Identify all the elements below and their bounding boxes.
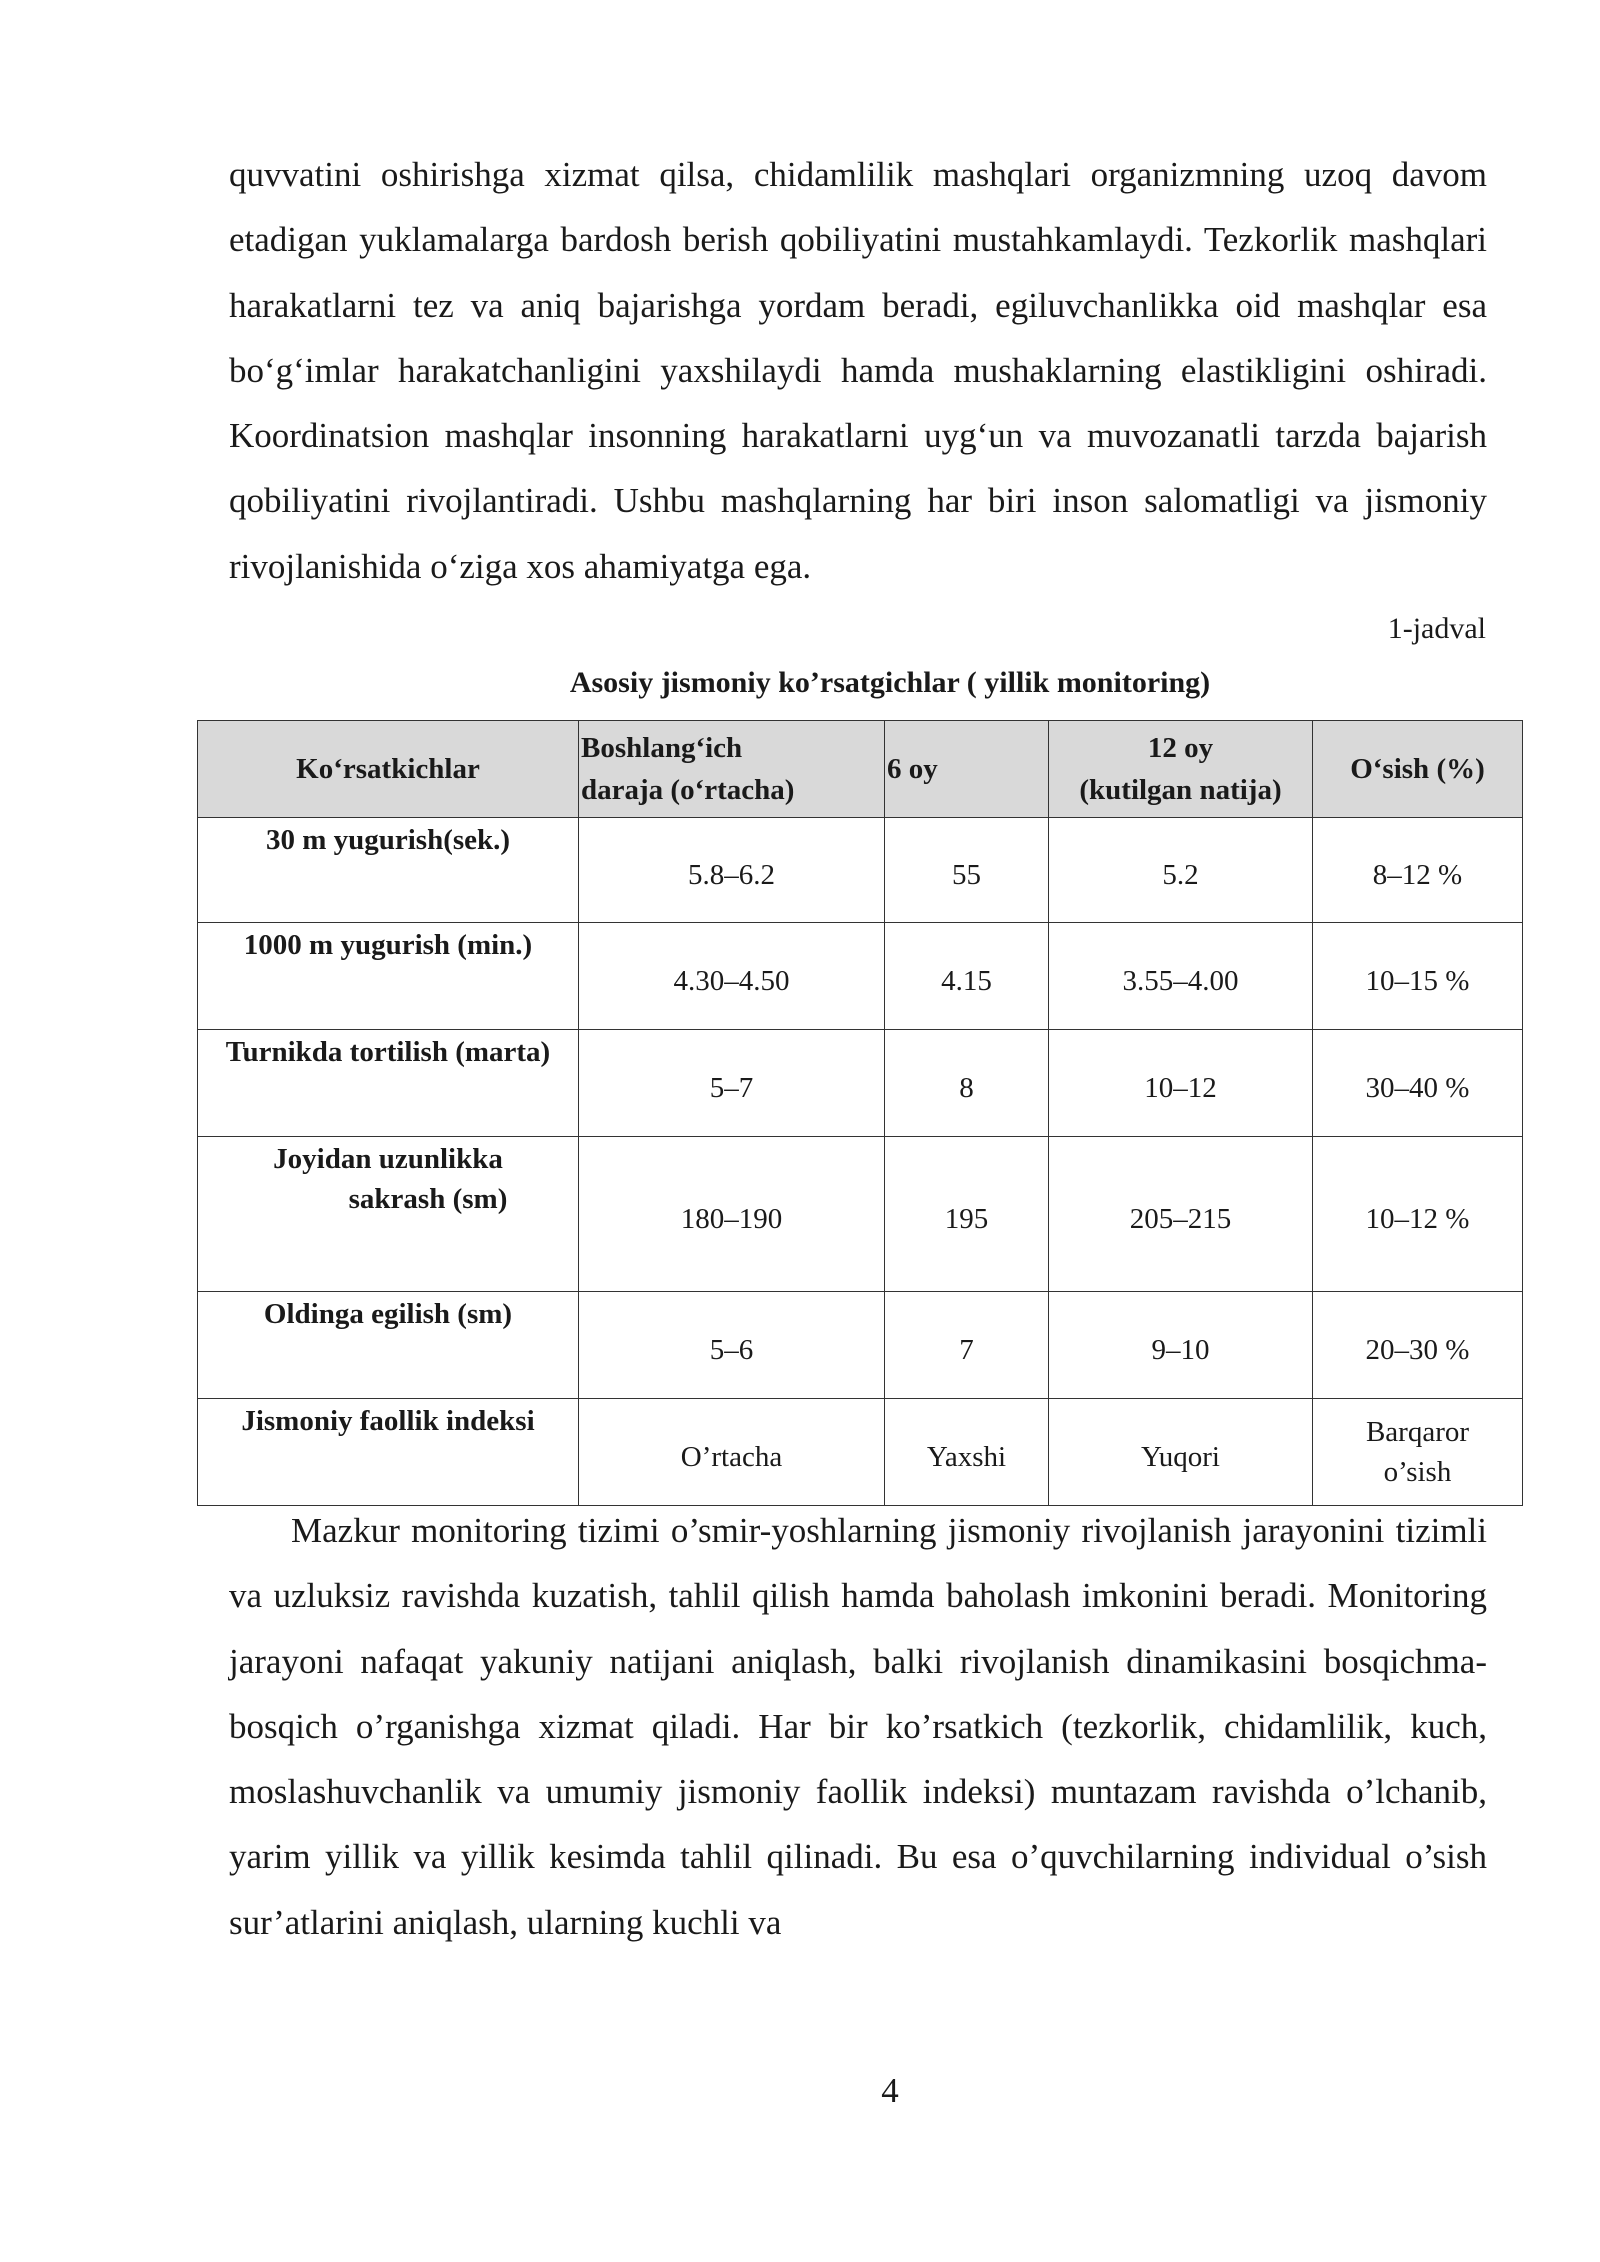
cell-six-months: 8 xyxy=(885,1030,1049,1137)
cell-six-months: Yaxshi xyxy=(885,1399,1049,1506)
table-title: Asosiy jismoniy ko’rsatgichlar ( yillik monitoring) xyxy=(569,666,1211,699)
row-indicator: 30 m yugurish(sek.) xyxy=(198,818,579,923)
header-growth: O‘sish (%) xyxy=(1313,721,1523,818)
row-indicator: Turnikda tortilish (marta) xyxy=(198,1030,579,1137)
header-twelve-months xyxy=(1049,721,1313,818)
table-row xyxy=(198,1137,1523,1292)
cell-growth xyxy=(1313,1399,1523,1506)
row-indicator: Oldinga egilish (sm) xyxy=(198,1292,579,1399)
cell-twelve-months: 3.55–4.00 xyxy=(1049,923,1313,1030)
cell-twelve-months: 205–215 xyxy=(1049,1137,1313,1292)
cell-twelve-months: 10–12 xyxy=(1049,1030,1313,1137)
cell-growth-line1: Barqaror xyxy=(1365,1416,1470,1448)
row-indicator: Jismoniy faollik indeksi xyxy=(198,1399,579,1506)
paragraph-monitoring: Mazkur monitoring tizimi o’smir-yoshlarning jismoniy rivojlanish jarayonini tizimli va uzluksiz ravishda kuzatish, tahlil qilish hamda baholash imkonini beradi. Monitoring jarayoni nafaqat yakuniy natijani aniqlash, balki rivojlanish dinamikasini bosqichma-bosqich o’rganishga xizmat qiladi. Har bir ko’rsatkich (tezkorlik, chidamlilik, kuch, moslashuvchanlik va umumiy jismoniy faollik indeksi) muntazam ravishda o’lchanib, yarim yillik va yillik kesimda tahlil qilinadi. Bu esa o’quvchilarning individual o’sish sur’atlarini aniqlash, ularning kuchli va xyxy=(229,1511,1487,1942)
table-row xyxy=(198,1399,1523,1506)
header-baseline xyxy=(579,721,885,818)
cell-growth: 20–30 % xyxy=(1313,1292,1523,1399)
paragraph-intro: quvvatini oshirishga xizmat qilsa, chidamlilik mashqlari organizmning uzoq davom etadigan yuklamalarga bardosh berish qobiliyatini mustahkamlaydi. Tezkorlik mashqlari harakatlarni tez va aniq bajarishga yordam beradi, egiluvchanlikka oid mashqlar esa bo‘g‘imlar harakatchanligini yaxshilaydi hamda mushaklarning elastikligini oshiradi. Koordinatsion mashqlar insonning harakatlarni uyg‘un va muvozanatli tarzda bajarish qobiliyatini rivojlantiradi. Ushbu mashqlarning har biri inson salomatligi va jismoniy rivojlanishida o‘ziga xos ahamiyatga ega. xyxy=(229,155,1487,586)
cell-six-months: 4.15 xyxy=(885,923,1049,1030)
monitoring-table xyxy=(197,720,1523,1506)
table-row xyxy=(198,923,1523,1030)
cell-growth: 10–12 % xyxy=(1313,1137,1523,1292)
table-header-row xyxy=(198,721,1523,818)
cell-growth: 10–15 % xyxy=(1313,923,1523,1030)
header-baseline-line1: Boshlang‘ich xyxy=(581,732,743,764)
cell-growth: 30–40 % xyxy=(1313,1030,1523,1137)
row-indicator: 1000 m yugurish (min.) xyxy=(198,923,579,1030)
row-indicator-line2: sakrash (sm) xyxy=(348,1183,508,1215)
cell-growth-line2: o’sish xyxy=(1383,1456,1452,1488)
cell-twelve-months: 9–10 xyxy=(1049,1292,1313,1399)
table-row xyxy=(198,818,1523,923)
cell-growth: 8–12 % xyxy=(1313,818,1523,923)
cell-six-months: 195 xyxy=(885,1137,1049,1292)
row-indicator xyxy=(198,1137,579,1292)
header-twelve-line1: 12 oy xyxy=(1147,732,1214,764)
table-row xyxy=(198,1292,1523,1399)
cell-baseline: 5–6 xyxy=(579,1292,885,1399)
table-row xyxy=(198,1030,1523,1137)
row-indicator-line1: Joyidan uzunlikka xyxy=(273,1143,503,1175)
cell-baseline: O’rtacha xyxy=(579,1399,885,1506)
cell-six-months: 55 xyxy=(885,818,1049,923)
table-number: 1-jadval xyxy=(1387,612,1486,645)
cell-baseline: 5.8–6.2 xyxy=(579,818,885,923)
cell-twelve-months: 5.2 xyxy=(1049,818,1313,923)
cell-twelve-months: Yuqori xyxy=(1049,1399,1313,1506)
cell-baseline: 180–190 xyxy=(579,1137,885,1292)
header-baseline-line2: daraja (o‘rtacha) xyxy=(581,774,795,806)
page-number: 4 xyxy=(881,2071,899,2110)
cell-baseline: 4.30–4.50 xyxy=(579,923,885,1030)
cell-baseline: 5–7 xyxy=(579,1030,885,1137)
header-twelve-line2: (kutilgan natija) xyxy=(1079,774,1282,806)
cell-six-months: 7 xyxy=(885,1292,1049,1399)
header-indicator: Ko‘rsatkichlar xyxy=(198,721,579,818)
header-six-months: 6 oy xyxy=(885,721,1049,818)
